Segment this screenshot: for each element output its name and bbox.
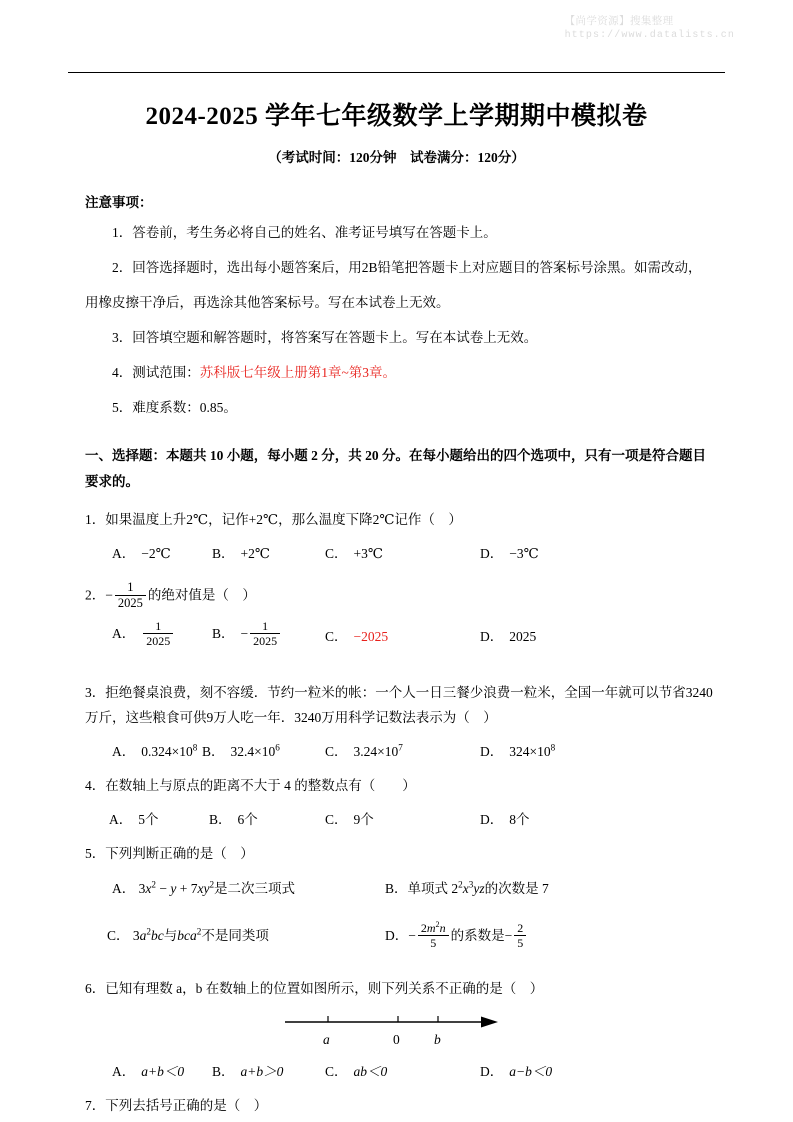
question-3-option-a[interactable] [112, 740, 197, 765]
question-1-stem [85, 508, 725, 533]
option-text: +2℃ [240, 546, 270, 562]
option-fraction [250, 619, 280, 648]
section-heading [85, 443, 725, 496]
option-text: +3℃ [353, 546, 383, 562]
option-fraction [418, 921, 449, 950]
question-3-options [85, 740, 725, 760]
question-2-options [85, 618, 725, 665]
question-3-number: 3． [85, 684, 106, 700]
question-2-text: 的绝对值是（ ） [147, 588, 256, 604]
fraction-denominator: 2025 [250, 633, 280, 648]
question-4-options [85, 808, 725, 828]
option-fraction-2 [514, 921, 526, 950]
option-exponent: 7 [398, 742, 403, 753]
option-label: C． [325, 743, 348, 759]
question-3-option-d[interactable] [480, 740, 555, 765]
option-text: 9个 [353, 811, 374, 827]
question-2-number: 2． [85, 588, 106, 604]
page-title: 2024-2025 学年七年级数学上学期期中模拟卷 [145, 103, 648, 130]
question-6-option-a[interactable] [112, 1060, 184, 1085]
notice-item-5: 5．难度系数：0.85。 [112, 399, 237, 415]
number-line-label-a: a [323, 1031, 330, 1047]
option-text-mid: 与 [163, 927, 178, 943]
option-text: −2025 [353, 628, 389, 644]
option-label: D． [480, 1063, 504, 1079]
notice-item-1: 1．答卷前，考生务必将自己的姓名、准考证号填写在答题卡上。 [112, 225, 497, 240]
fraction-denominator: 5 [514, 935, 526, 950]
fraction-numerator: 2 [517, 920, 524, 935]
section-heading-line2: 要求的。 [85, 474, 139, 490]
option-label: D． [480, 546, 504, 562]
option-text: 3.24×10 [353, 743, 399, 759]
question-6-option-c[interactable] [325, 1060, 387, 1085]
option-label: C． [325, 1063, 348, 1079]
fraction-denominator: 2025 [115, 595, 146, 611]
option-expression: $3x^2 - y + 7xy^2$ [138, 879, 215, 896]
option-label: A． [112, 743, 136, 759]
option-text: 324×10 [509, 743, 551, 759]
question-3-text-line1: 拒绝餐桌浪费，刻不容缓．节约一粒米的帐：一个人一日三餐少浪费一粒米，全国一年就可以节省3240 [105, 684, 713, 700]
question-1-options [85, 542, 725, 562]
notice-item-2: 2．回答选择题时，选出每小题答案后，用2B铅笔把答题卡上对应题目的答案标号涂黑。如需改动， [112, 259, 702, 275]
question-5-stem [85, 842, 725, 867]
option-text: 0.324×10 [141, 743, 193, 759]
option-label: C． [107, 927, 130, 943]
question-1-option-b[interactable] [212, 542, 270, 567]
fraction-numerator: 1 [127, 580, 134, 595]
question-1-option-d[interactable] [480, 542, 539, 567]
question-1 [85, 508, 725, 562]
question-3 [85, 681, 725, 760]
option-label: B． [202, 743, 225, 759]
option-text: 2025 [509, 628, 537, 644]
option-label: B． [212, 1063, 235, 1079]
option-text: −3℃ [509, 546, 539, 562]
question-7-stem [85, 1094, 725, 1119]
option-text-mid: 的系数是 [450, 927, 505, 943]
question-7-text: 下列去括号正确的是（ ） [105, 1097, 268, 1113]
option-label: A． [112, 1063, 136, 1079]
question-2-option-b[interactable] [212, 619, 282, 648]
option-text: 5个 [138, 811, 159, 827]
option-label: B． [212, 546, 235, 562]
option-expression: $3a^2bc$ [132, 926, 164, 943]
option-text-prefix: 单项式 [407, 880, 449, 896]
question-6-number: 6． [85, 980, 106, 996]
fraction-denominator: 5 [418, 935, 449, 950]
option-label: C． [325, 546, 348, 562]
notice-item-4-prefix: 4．测试范围： [112, 364, 200, 380]
question-6-text: 已知有理数 a，b 在数轴上的位置如图所示，则下列关系不正确的是（ ） [105, 980, 544, 996]
exam-content [0, 191, 793, 1119]
option-expression: $2^2x^3yz$ [451, 879, 485, 896]
option-label: A． [112, 546, 136, 562]
question-7 [85, 1094, 725, 1119]
question-2-fraction [115, 580, 146, 611]
question-5-option-a[interactable] [112, 877, 295, 902]
question-6 [85, 977, 725, 1080]
question-6-options [85, 1060, 725, 1080]
question-5-text: 下列判断正确的是（ ） [105, 845, 254, 861]
question-2-sign: − [105, 588, 113, 604]
option-sign: − [240, 626, 249, 642]
option-exponent: 6 [275, 742, 280, 753]
question-4-option-c[interactable] [325, 808, 374, 833]
question-5-option-d[interactable]: D．− $\frac{2m^2n}{5}$ 的系数是− $\frac{2}{5}$ [385, 921, 528, 950]
option-label: B． [212, 626, 235, 642]
option-text: ab＜0 [353, 1063, 388, 1079]
number-line-diagram [283, 1010, 503, 1045]
question-6-stem [85, 977, 725, 1002]
number-line-label-zero: 0 [393, 1031, 400, 1047]
watermark-url: https://www.datalists.cn [564, 30, 735, 42]
question-5-option-c[interactable] [107, 924, 269, 949]
option-text-suffix: 的次数是 7 [484, 880, 549, 896]
question-1-text: 如果温度上升2℃，记作+2℃，那么温度下降2℃记作（ ） [105, 512, 462, 528]
notice-heading: 注意事项： [85, 195, 153, 210]
option-label: D． [385, 927, 409, 943]
option-fraction [143, 619, 173, 648]
option-label: B． [209, 811, 232, 827]
question-4-option-d[interactable] [480, 808, 530, 833]
question-6-figure [85, 1006, 725, 1058]
question-2-stem [85, 580, 725, 611]
option-label: A． [112, 880, 136, 896]
question-2-option-d[interactable] [480, 625, 536, 650]
question-5-option-b[interactable] [385, 877, 549, 902]
question-6-option-b[interactable] [212, 1060, 283, 1085]
number-line-label-b: b [434, 1031, 441, 1047]
question-1-option-c[interactable] [325, 542, 383, 567]
question-3-text-line2: 万斤，这些粮食可供9万人吃一年．3240万用科学记数法表示为（ ） [85, 709, 497, 725]
fraction-denominator: 2025 [143, 633, 173, 648]
option-label: A． [109, 811, 133, 827]
option-expression-2: bca$^2$ [177, 926, 202, 943]
option-text: 6个 [237, 811, 258, 827]
question-5-options [85, 877, 725, 969]
question-7-number: 7． [85, 1097, 106, 1113]
option-text: 8个 [509, 811, 530, 827]
question-1-option-a[interactable] [112, 542, 171, 567]
fraction-numerator: 1 [155, 618, 162, 633]
option-label: D． [480, 628, 504, 644]
question-2-option-c[interactable] [325, 625, 388, 650]
option-label: D． [480, 743, 504, 759]
question-4-number: 4． [85, 777, 106, 793]
option-exponent: 8 [550, 742, 556, 753]
option-text: a−b＜0 [509, 1063, 553, 1079]
option-label: B． [385, 880, 408, 896]
question-6-option-d[interactable] [480, 1060, 552, 1085]
fraction-numerator: 1 [262, 618, 269, 633]
question-4 [85, 774, 725, 828]
question-4-option-a[interactable] [109, 808, 159, 833]
question-5 [85, 842, 725, 969]
option-text: −2℃ [141, 546, 171, 562]
question-5-number: 5． [85, 845, 106, 861]
question-4-text: 在数轴上与原点的距离不大于 4 的整数点有（ ） [105, 777, 416, 793]
option-exponent: 8 [192, 742, 198, 753]
question-2 [85, 580, 725, 665]
section-heading-line1: 一、选择题：本题共 10 小题，每小题 2 分，共 20 分。在每小题给出的四个选项中，只有一项是符合题目 [85, 447, 706, 463]
question-4-option-b[interactable] [209, 808, 258, 833]
question-2-option-a[interactable] [112, 619, 175, 648]
exam-info: （考试时间：120分钟 试卷满分：120分） [268, 150, 525, 165]
option-text-suffix: 不是同类项 [201, 927, 269, 943]
option-text: a+b＞0 [240, 1063, 284, 1079]
option-text: a+b＜0 [141, 1063, 185, 1079]
option-label: C． [325, 628, 348, 644]
option-label: D． [480, 811, 504, 827]
notice-item-4 [85, 361, 725, 386]
question-3-option-c[interactable] [325, 740, 403, 765]
option-text: 是二次三项式 [214, 880, 296, 896]
fraction-numerator: $2m^2n$ [420, 919, 446, 935]
question-3-stem [85, 681, 725, 731]
question-1-number: 1． [85, 512, 106, 528]
notice-item-4-range: 苏科版七年级上册第1章~第3章。 [199, 364, 397, 380]
question-3-option-b[interactable] [202, 740, 280, 765]
notice-item-3: 3．回答填空题和解答题时，将答案写在答题卡上。写在本试卷上无效。 [112, 329, 538, 345]
option-text: 32.4×10 [230, 743, 276, 759]
question-4-stem [85, 774, 725, 799]
watermark-text: 【尚学资源】搜集整理 [564, 15, 674, 27]
option-label: C． [325, 811, 348, 827]
notice-item-2-cont: 用橡皮擦干净后，再选涂其他答案标号。写在本试卷上无效。 [85, 294, 450, 310]
option-label: A． [112, 626, 136, 642]
